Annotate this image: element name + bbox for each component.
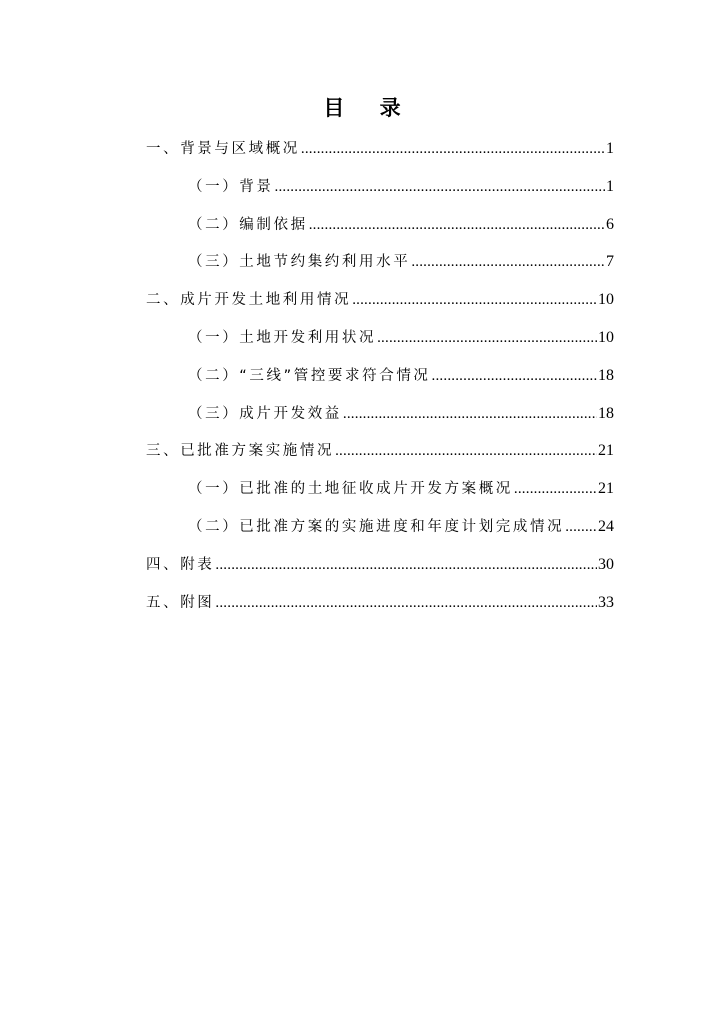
dot-leader xyxy=(215,585,597,623)
dot-leader xyxy=(215,547,597,585)
toc-page-number: 24 xyxy=(598,517,614,535)
dot-leader xyxy=(301,131,605,169)
toc-page-number: 6 xyxy=(606,215,614,233)
toc-page-number: 21 xyxy=(598,442,614,460)
dot-leader xyxy=(432,358,597,396)
toc-entry-text: 一、背景与区域概况 xyxy=(146,141,300,157)
toc-page-number: 10 xyxy=(598,328,614,346)
toc-page-number: 33 xyxy=(598,593,614,611)
toc-entry-text: （三）土地节约集约利用水平 xyxy=(188,254,411,271)
dot-leader xyxy=(309,207,605,245)
toc-entry-text: 五、附图 xyxy=(146,594,215,611)
toc-page-number: 21 xyxy=(598,480,614,498)
toc-entry xyxy=(146,508,614,546)
toc-page-number: 18 xyxy=(598,404,614,422)
toc-entry xyxy=(146,395,614,433)
toc-entry xyxy=(146,130,614,168)
dot-leader xyxy=(565,509,597,547)
toc-entry xyxy=(146,470,614,508)
toc-page-number: 1 xyxy=(606,140,614,157)
toc-entry xyxy=(146,584,614,622)
toc-page-number: 18 xyxy=(598,366,614,384)
toc-entry-text: （一）土地开发利用状况 xyxy=(188,329,377,346)
toc-entry-text: 二、成片开发土地利用情况 xyxy=(146,292,352,309)
dot-leader xyxy=(352,282,597,320)
toc-entry xyxy=(146,357,614,395)
toc-page-number: 1 xyxy=(606,177,614,195)
toc-title: 目 录 xyxy=(323,95,415,120)
toc-page-number: 10 xyxy=(598,291,614,309)
dot-leader xyxy=(343,396,597,434)
toc-entry xyxy=(146,281,614,319)
toc-entry xyxy=(146,206,614,244)
toc-entry-text: （二）编制依据 xyxy=(188,216,308,233)
toc-page-number: 7 xyxy=(606,253,614,271)
dot-leader xyxy=(514,471,597,509)
toc-page-number: 30 xyxy=(598,555,614,573)
toc-entry-text: （二）已批准方案的实施进度和年度计划完成情况 xyxy=(188,518,565,535)
toc-list xyxy=(146,130,614,621)
dot-leader xyxy=(377,320,597,358)
dot-leader xyxy=(335,433,597,471)
dot-leader xyxy=(275,169,606,207)
toc-entry-text: （三）成片开发效益 xyxy=(188,405,342,422)
toc-entry xyxy=(146,546,614,584)
toc-entry xyxy=(146,243,614,281)
toc-entry xyxy=(146,432,614,470)
toc-entry-text: 四、附表 xyxy=(146,556,215,573)
toc-entry xyxy=(146,168,614,206)
dot-leader xyxy=(411,244,605,282)
toc-entry-text: 三、已批准方案实施情况 xyxy=(146,443,335,460)
toc-entry xyxy=(146,319,614,357)
toc-entry-text: （一）背景 xyxy=(188,178,274,195)
toc-entry-text: （一）已批准的土地征收成片开发方案概况 xyxy=(188,481,513,498)
toc-entry-text: （二）“三线”管控要求符合情况 xyxy=(188,367,431,384)
